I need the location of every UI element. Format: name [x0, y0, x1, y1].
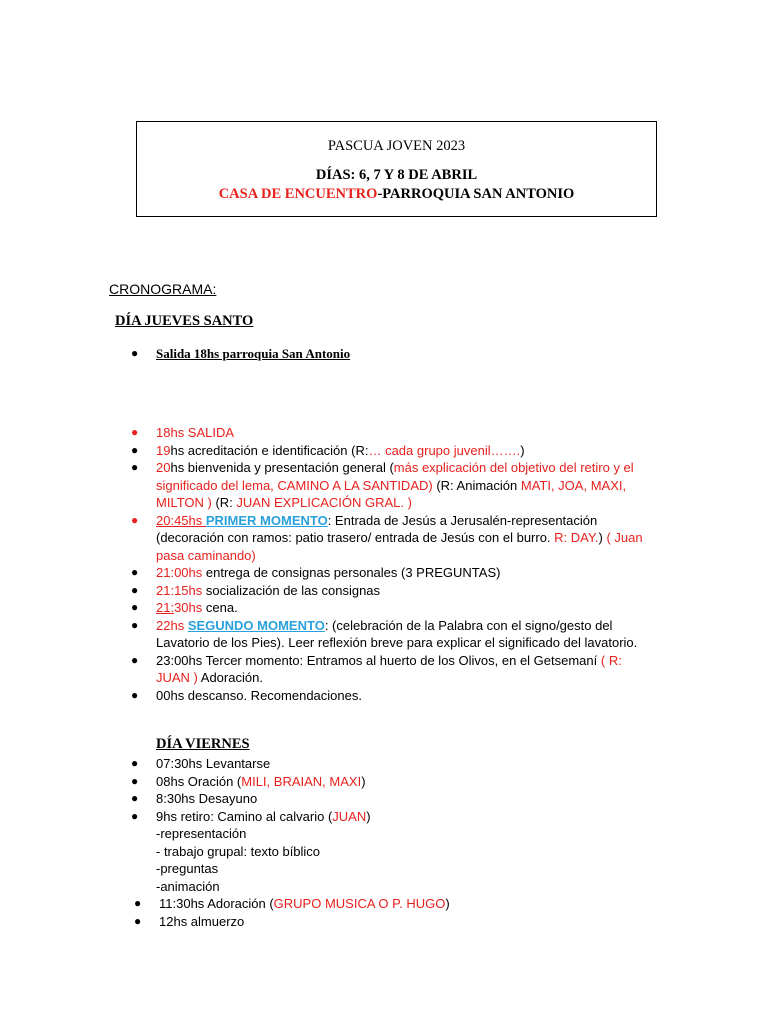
list-item: [134, 913, 646, 931]
cronograma-heading: CRONOGRAMA:: [109, 281, 217, 297]
list-item: [131, 808, 646, 896]
item-note: más explicación del objetivo del retiro y el significado del lema, CAMINO A LA SANTIDAD): [156, 460, 634, 493]
item-responsible: R: DAY.: [554, 530, 599, 545]
item-text: entrega de consignas personales (3 PREGUNTAS): [202, 565, 501, 580]
bullet-icon: ●: [134, 896, 142, 910]
list-item: [131, 790, 646, 808]
viernes-schedule: [131, 755, 646, 930]
bullet-icon: ●: [131, 442, 139, 457]
item-text: 23:00hs Tercer momento: Entramos al huerto de los Olivos, en el Getsemaní: [156, 652, 601, 668]
list-item: [131, 564, 646, 582]
item-time: 21:00hs: [156, 565, 203, 580]
item-text: 12hs almuerzo: [159, 913, 245, 929]
list-item: [131, 652, 646, 687]
item-text: 9hs retiro: Camino al calvario (: [156, 808, 333, 824]
item-time: 19: [156, 442, 171, 458]
item-responsible: … cada grupo juvenil…….: [368, 442, 521, 458]
item-text: (R: Animación: [432, 477, 521, 493]
item-responsible: JUAN EXPLICACIÓN GRAL. ): [236, 495, 412, 510]
sub-item: -animación: [156, 878, 220, 894]
moment-label: PRIMER MOMENTO: [205, 512, 328, 528]
item-text: (R:: [211, 495, 237, 510]
item-text: ): [445, 896, 450, 911]
jueves-heading: DÍA JUEVES SANTO: [115, 313, 254, 329]
item-time: 21:: [156, 600, 175, 615]
list-item: [131, 755, 646, 773]
list-item: [134, 895, 646, 913]
sub-item: -representación: [156, 826, 247, 841]
item-responsible: GRUPO MUSICA O P. HUGO: [273, 896, 446, 911]
list-item: [131, 345, 656, 363]
item-text: cena.: [202, 600, 238, 615]
item-responsible: MATI, JOA, MAXI, MILTON ): [156, 477, 627, 510]
bullet-icon: ●: [131, 346, 139, 360]
item-text: 11:30hs Adoración (: [159, 896, 274, 911]
item-responsible: ( R: JUAN ): [156, 652, 622, 685]
bullet-icon: ●: [131, 687, 139, 702]
item-responsible: MILI, BRAIAN, MAXI: [241, 773, 362, 789]
item-text: 08hs Oración (: [156, 773, 242, 789]
bullet-icon: ●: [131, 582, 139, 597]
bullet-icon: ●: [131, 791, 139, 805]
viernes-heading: DÍA VIERNES: [156, 736, 250, 752]
bullet-icon: ●: [131, 773, 139, 788]
item-text: 00hs descanso. Recomendaciones.: [156, 687, 362, 703]
item-text: 18hs SALIDA: [156, 425, 235, 440]
bullet-icon: ●: [134, 913, 142, 928]
list-item: [131, 442, 646, 460]
bullet-icon: ●: [131, 652, 139, 667]
jueves-schedule: [131, 424, 646, 704]
item-time: 20:45hs: [156, 512, 206, 528]
list-item: [131, 459, 646, 512]
item-text: : Entrada de Jesús a Jerusalén-representación (decoración con ramos: patio trasero/ entrada de Jesús con el burro.: [156, 512, 598, 545]
item-time: 30hs: [174, 600, 203, 615]
list-item: [131, 773, 646, 791]
bullet-icon: ●: [131, 565, 139, 579]
bullet-icon: ●: [131, 460, 139, 474]
sub-item: - trabajo grupal: texto bíblico: [156, 843, 321, 859]
salida-text: Salida 18hs parroquia San Antonio: [156, 346, 351, 361]
bullet-icon: ●: [131, 756, 139, 770]
bullet-icon: ●: [131, 600, 139, 614]
item-text: hs bienvenida y presentación general (: [170, 460, 394, 475]
item-time: 22hs: [156, 617, 188, 633]
item-time: 21:15hs: [156, 582, 203, 598]
item-text: ): [598, 530, 607, 545]
item-note: ( Juan pasa caminando): [156, 530, 643, 563]
bullet-icon: ●: [131, 425, 139, 439]
bullet-icon: ●: [131, 512, 139, 527]
item-text: 07:30hs Levantarse: [156, 756, 271, 771]
list-item: [131, 617, 646, 652]
item-text: ): [366, 808, 371, 824]
list-item: [131, 512, 646, 565]
list-item: [131, 424, 646, 442]
item-text: 8:30hs Desayuno: [156, 791, 258, 806]
item-text: hs acreditación e identificación (R:: [170, 442, 369, 458]
header-box: [136, 121, 657, 217]
moment-label: SEGUNDO MOMENTO: [187, 617, 325, 633]
salida-list: [131, 345, 656, 363]
bullet-icon: ●: [131, 617, 139, 632]
event-location: [137, 186, 656, 203]
event-dates: DÍAS: 6, 7 Y 8 DE ABRIL: [315, 167, 478, 183]
location-rest: -PARROQUIA SAN ANTONIO: [377, 186, 575, 202]
list-item: [131, 687, 646, 705]
location-highlight: CASA DE ENCUENTRO: [218, 186, 378, 202]
item-time: 20: [156, 460, 171, 475]
item-responsible: JUAN: [332, 808, 367, 824]
list-item: [131, 599, 646, 617]
sub-item: -preguntas: [156, 861, 219, 876]
item-text: socialización de las consignas: [202, 582, 381, 598]
event-title: PASCUA JOVEN 2023: [327, 138, 466, 154]
item-text: ): [520, 442, 525, 458]
item-text: : (celebración de la Palabra con el signo/gesto del Lavatorio de los Pies). Leer reflexión breve para explicar el significado del lavatorio.: [156, 617, 638, 650]
bullet-icon: ●: [131, 808, 139, 823]
list-item: [131, 582, 646, 600]
item-text: Adoración.: [197, 670, 263, 685]
item-text: ): [361, 773, 366, 789]
